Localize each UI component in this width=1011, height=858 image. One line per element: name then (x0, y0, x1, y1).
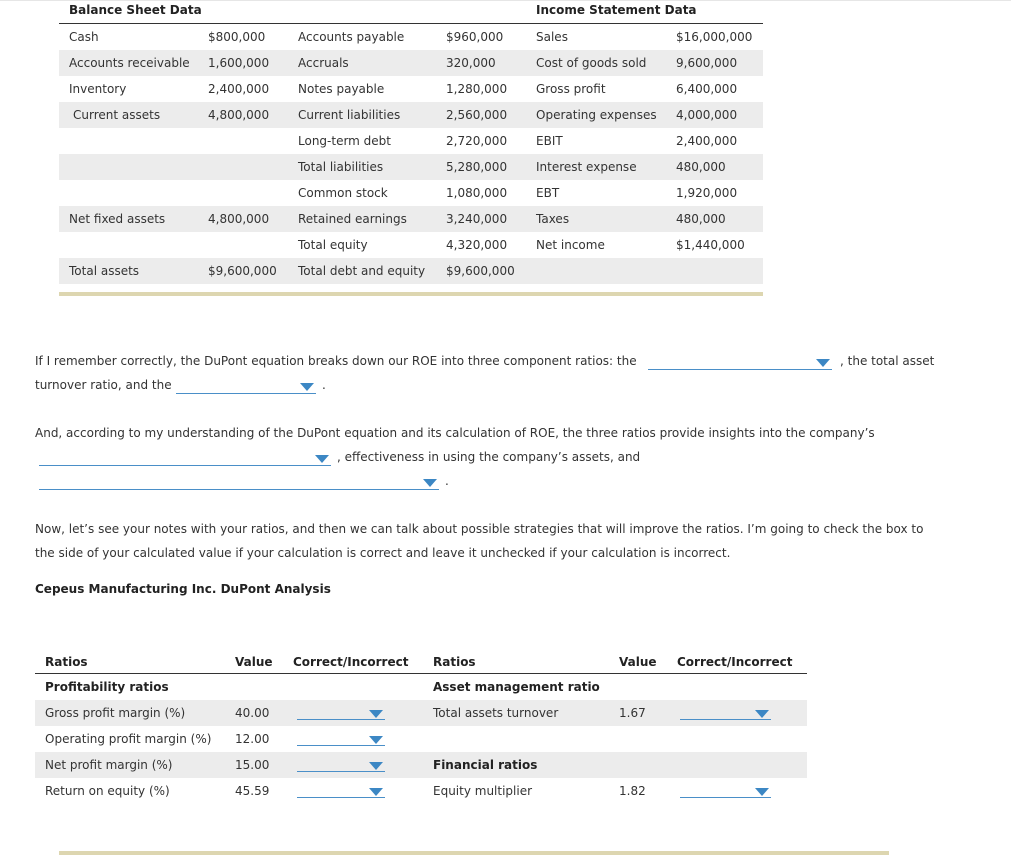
header-correct-incorrect: Correct/Incorrect (293, 655, 409, 669)
table-row (59, 180, 763, 206)
liability-value: 1,280,000 (446, 82, 508, 96)
liability-label: Accounts payable (298, 30, 405, 44)
paragraph-text: . (322, 378, 326, 392)
equity-multiplier-check-select[interactable] (680, 784, 771, 798)
asset-label: Net fixed assets (69, 212, 166, 226)
paragraph-text: turnover ratio, and the (35, 378, 172, 392)
liability-label: Total liabilities (298, 160, 384, 174)
table-row (35, 726, 807, 752)
liability-label: Total equity (298, 238, 368, 252)
group-label: Financial ratios (433, 758, 538, 772)
income-value: 2,400,000 (676, 134, 738, 148)
table-row (59, 50, 763, 76)
asset-label: Cash (69, 30, 99, 44)
header-value: Value (619, 655, 657, 669)
income-value: 9,600,000 (676, 56, 738, 70)
balance-sheet-title: Balance Sheet Data (69, 3, 202, 17)
table-row (59, 258, 763, 284)
asset-label: Current assets (73, 108, 161, 122)
income-label: Net income (536, 238, 605, 252)
table-row (59, 232, 763, 258)
ratio-label: Net profit margin (%) (45, 758, 173, 772)
insight-1-dropdown[interactable] (39, 451, 331, 466)
liability-label: Total debt and equity (298, 264, 426, 278)
financial-data-table (59, 0, 763, 296)
income-label: Cost of goods sold (536, 56, 647, 70)
liability-label: Notes payable (298, 82, 385, 96)
table-bottom-bar (59, 292, 763, 296)
income-value: $16,000,000 (676, 30, 753, 44)
header-ratios: Ratios (433, 655, 476, 669)
income-value: 4,000,000 (676, 108, 738, 122)
paragraph-text: the side of your calculated value if your calculation is correct and leave it unchecked if your calculation is incorrect. (35, 546, 731, 560)
paragraph-text: If I remember correctly, the DuPont equation breaks down our ROE into three component ratios: the (35, 354, 637, 368)
liability-value: 2,720,000 (446, 134, 508, 148)
asset-value: 2,400,000 (208, 82, 270, 96)
operating-margin-check-select[interactable] (297, 732, 385, 746)
chevron-down-icon (300, 383, 314, 391)
group-label: Asset management ratio (433, 680, 600, 694)
chevron-down-icon (315, 455, 329, 463)
dupont-table-header (35, 652, 807, 674)
income-value: 6,400,000 (676, 82, 738, 96)
ratio-value: 12.00 (235, 732, 270, 746)
ratio-value: 1.82 (619, 784, 646, 798)
liability-value: 3,240,000 (446, 212, 508, 226)
ratio-value: 15.00 (235, 758, 270, 772)
paragraph-text: , the total asset (840, 354, 935, 368)
paragraph-text: Now, let’s see your notes with your ratios, and then we can talk about possible strategies that will improve the ratios. I’m going to check the box to (35, 522, 924, 536)
chevron-down-icon (369, 710, 383, 718)
income-label: EBIT (536, 134, 563, 148)
asset-label: Total assets (69, 264, 140, 278)
chevron-down-icon (369, 788, 383, 796)
income-label: Gross profit (536, 82, 606, 96)
income-value: 480,000 (676, 160, 726, 174)
asset-value: $800,000 (208, 30, 266, 44)
asset-value: 4,800,000 (208, 212, 270, 226)
table-row (59, 154, 763, 180)
asset-label: Accounts receivable (69, 56, 190, 70)
insight-3-dropdown[interactable] (39, 475, 439, 490)
income-label: Operating expenses (536, 108, 657, 122)
asset-value: 4,800,000 (208, 108, 270, 122)
page-bottom-bar (59, 851, 889, 855)
chevron-down-icon (369, 762, 383, 770)
income-value: 1,920,000 (676, 186, 738, 200)
liability-value: 2,560,000 (446, 108, 508, 122)
liability-label: Retained earnings (298, 212, 407, 226)
asset-turnover-check-select[interactable] (680, 706, 771, 720)
asset-label: Inventory (69, 82, 127, 96)
chevron-down-icon (423, 479, 437, 487)
ratio-label: Equity multiplier (433, 784, 533, 798)
asset-value: $9,600,000 (208, 264, 277, 278)
liability-label: Accruals (298, 56, 349, 70)
table-row (59, 128, 763, 154)
roe-check-select[interactable] (297, 784, 385, 798)
paragraph-text: , effectiveness in using the company’s assets, and (337, 450, 641, 464)
ratio-label: Return on equity (%) (45, 784, 170, 798)
dupont-analysis-title: Cepeus Manufacturing Inc. DuPont Analysis (35, 582, 331, 596)
chevron-down-icon (755, 710, 769, 718)
table-row (59, 24, 763, 50)
dupont-table (35, 652, 807, 804)
liability-value: 5,280,000 (446, 160, 508, 174)
income-label: EBT (536, 186, 560, 200)
income-value: $1,440,000 (676, 238, 745, 252)
table-row (59, 76, 763, 102)
table-row (35, 674, 807, 700)
paragraph-text: And, according to my understanding of the DuPont equation and its calculation of ROE, the three ratios provide insights into the company’s (35, 426, 875, 440)
ratio-value: 1.67 (619, 706, 646, 720)
financial-table-header (59, 0, 763, 24)
table-row (35, 752, 807, 778)
liability-label: Long-term debt (298, 134, 392, 148)
table-row (35, 778, 807, 804)
ratio-value: 45.59 (235, 784, 270, 798)
income-label: Taxes (536, 212, 570, 226)
component-ratio-1-dropdown[interactable] (648, 355, 832, 370)
header-value: Value (235, 655, 273, 669)
income-statement-title: Income Statement Data (536, 3, 697, 17)
net-margin-check-select[interactable] (297, 758, 385, 772)
header-ratios: Ratios (45, 655, 88, 669)
header-correct-incorrect: Correct/Incorrect (677, 655, 793, 669)
liability-label: Current liabilities (298, 108, 401, 122)
liability-label: Common stock (298, 186, 388, 200)
gross-margin-check-select[interactable] (297, 706, 385, 720)
table-row (59, 206, 763, 232)
liability-value: 320,000 (446, 56, 496, 70)
liability-value: 4,320,000 (446, 238, 508, 252)
paragraph-text: . (445, 474, 449, 488)
income-value: 480,000 (676, 212, 726, 226)
ratio-label: Operating profit margin (%) (45, 732, 212, 746)
chevron-down-icon (755, 788, 769, 796)
liability-value: 1,080,000 (446, 186, 508, 200)
chevron-down-icon (369, 736, 383, 744)
ratio-label: Total assets turnover (433, 706, 559, 720)
liability-value: $960,000 (446, 30, 504, 44)
table-row (59, 102, 763, 128)
ratio-label: Gross profit margin (%) (45, 706, 186, 720)
income-label: Sales (536, 30, 568, 44)
liability-value: $9,600,000 (446, 264, 515, 278)
chevron-down-icon (816, 359, 830, 367)
group-label: Profitability ratios (45, 680, 169, 694)
ratio-value: 40.00 (235, 706, 270, 720)
table-row (35, 700, 807, 726)
asset-value: 1,600,000 (208, 56, 270, 70)
component-ratio-3-dropdown[interactable] (176, 379, 316, 394)
income-label: Interest expense (536, 160, 637, 174)
